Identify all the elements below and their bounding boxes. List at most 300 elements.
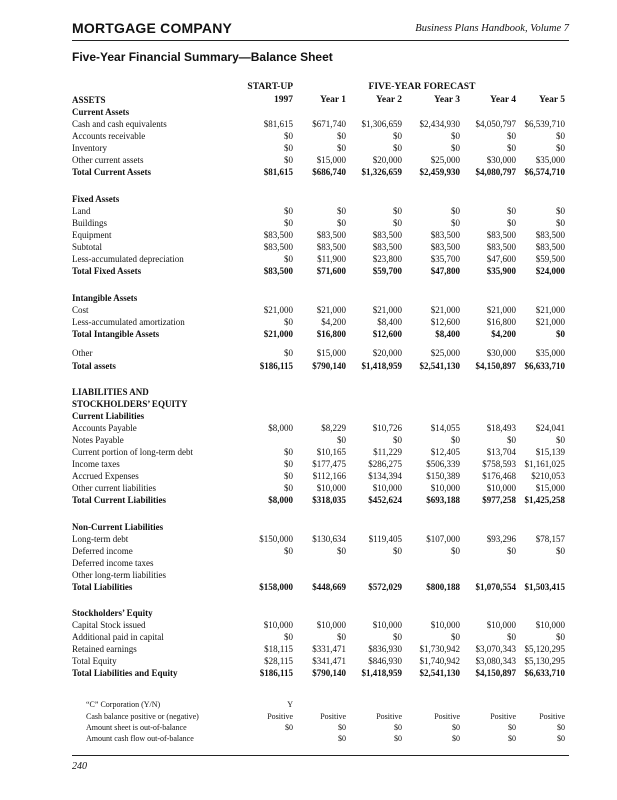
cell-value: $0	[507, 218, 516, 228]
cell-value: $83,500	[263, 230, 293, 240]
row-label: Non-Current Liabilities	[72, 522, 164, 532]
check-label: Cash balance positive or (negative)	[86, 712, 199, 721]
cell-value: $0	[556, 546, 565, 556]
cell-value: $16,800	[486, 317, 516, 327]
cell-value: $20,000	[372, 348, 402, 358]
cell-value: $4,200	[491, 329, 516, 339]
cell-value: $28,115	[264, 656, 293, 666]
cell-value: $12,405	[430, 447, 460, 457]
page-header	[72, 18, 569, 41]
cell-value: $15,000	[316, 155, 346, 165]
table-row	[72, 459, 569, 470]
cell-value: $0	[284, 483, 293, 493]
column-header: Year 2	[376, 95, 402, 105]
check-value: $0	[285, 723, 293, 732]
column-header: Year 4	[490, 95, 516, 105]
row-label: Total Current Liabilities	[72, 495, 167, 505]
row-label: Other current assets	[72, 155, 144, 165]
cell-value: $448,669	[312, 582, 346, 592]
column-header: Year 5	[539, 95, 565, 105]
cell-value: $8,400	[377, 317, 402, 327]
table-row	[72, 608, 569, 619]
cell-value: $21,000	[263, 305, 293, 315]
row-label: Accounts receivable	[72, 131, 146, 141]
cell-value: $10,000	[535, 620, 565, 630]
table-row	[72, 266, 569, 277]
cell-value: $18,115	[264, 644, 293, 654]
cell-value: $1,070,554	[475, 582, 516, 592]
cell-value: $0	[284, 131, 293, 141]
cell-value: $1,161,025	[524, 459, 565, 469]
cell-value: $693,188	[426, 495, 460, 505]
cell-value: $0	[337, 546, 346, 556]
cell-value: $25,000	[430, 348, 460, 358]
cell-value: $1,306,659	[361, 119, 402, 129]
table-row	[72, 361, 569, 372]
cell-value: $0	[337, 131, 346, 141]
row-label: Total Fixed Assets	[72, 266, 142, 276]
cell-value: $0	[556, 218, 565, 228]
row-label: Accounts Payable	[72, 423, 137, 433]
row-label: Less-accumulated depreciation	[72, 254, 184, 264]
cell-value: $1,326,659	[361, 167, 402, 177]
cell-value: $10,000	[486, 620, 516, 630]
row-label: Subtotal	[72, 242, 103, 252]
cell-value: $10,000	[372, 620, 402, 630]
cell-value: $0	[284, 218, 293, 228]
check-label: “C” Corporation (Y/N)	[86, 700, 161, 709]
cell-value: $35,000	[535, 348, 565, 358]
table-row	[72, 242, 569, 253]
cell-value: $13,704	[486, 447, 516, 457]
cell-value: $176,468	[482, 471, 516, 481]
row-label: Land	[72, 206, 91, 216]
check-label: Amount sheet is out-of-balance	[86, 723, 187, 732]
cell-value: $21,000	[263, 329, 293, 339]
cell-value: $341,471	[312, 656, 346, 666]
row-label: Capital Stock issued	[72, 620, 146, 630]
cell-value: $83,500	[535, 242, 565, 252]
cell-value: $10,165	[316, 447, 346, 457]
cell-value: $83,500	[372, 242, 402, 252]
table-row	[72, 143, 569, 154]
cell-value: $83,500	[372, 230, 402, 240]
cell-value: $83,500	[430, 242, 460, 252]
cell-value: $35,900	[486, 266, 516, 276]
table-row	[72, 522, 569, 533]
cell-value: $24,000	[535, 266, 565, 276]
cell-value: $686,740	[312, 167, 346, 177]
cell-value: $572,029	[368, 582, 402, 592]
table-row	[72, 230, 569, 241]
cell-value: $0	[556, 206, 565, 216]
table-row	[72, 435, 569, 446]
cell-value: $0	[556, 143, 565, 153]
table-row	[72, 411, 569, 422]
table-row	[72, 254, 569, 265]
cell-value: $452,624	[368, 495, 402, 505]
cell-value: $112,166	[312, 471, 346, 481]
table-row	[72, 305, 569, 316]
cell-value: $0	[556, 329, 565, 339]
check-value: $0	[452, 723, 460, 732]
check-value: $0	[394, 734, 402, 743]
cell-value: $24,041	[535, 423, 565, 433]
cell-value: $0	[284, 471, 293, 481]
table-row	[72, 495, 569, 506]
table-row	[72, 119, 569, 130]
cell-value: $14,055	[430, 423, 460, 433]
table-row	[72, 167, 569, 178]
row-label: ASSETS	[72, 95, 106, 105]
cell-value: $5,120,295	[524, 644, 565, 654]
cell-value: $21,000	[486, 305, 516, 315]
cell-value: $10,726	[372, 423, 402, 433]
cell-value: $0	[451, 131, 460, 141]
table-row	[72, 644, 569, 655]
table-row	[72, 558, 569, 569]
cell-value: $331,471	[312, 644, 346, 654]
cell-value: $8,000	[268, 423, 293, 433]
table-row	[72, 570, 569, 581]
cell-value: $0	[284, 447, 293, 457]
row-label: Current portion of long-term debt	[72, 447, 193, 457]
table-row	[72, 656, 569, 667]
check-row	[72, 700, 569, 710]
row-label: Current Liabilities	[72, 411, 145, 421]
cell-value: $15,000	[316, 348, 346, 358]
cell-value: $0	[393, 218, 402, 228]
cell-value: $83,500	[486, 230, 516, 240]
cell-value: $0	[337, 632, 346, 642]
table-row	[72, 131, 569, 142]
cell-value: $83,500	[316, 230, 346, 240]
row-label: Less-accumulated amortization	[72, 317, 185, 327]
cell-value: $12,600	[372, 329, 402, 339]
cell-value: $1,740,942	[419, 656, 460, 666]
cell-value: $2,541,130	[419, 361, 460, 371]
cell-value: $59,700	[372, 266, 402, 276]
page-subtitle: Five-Year Financial Summary—Balance Sheet	[72, 50, 333, 64]
cell-value: $0	[393, 632, 402, 642]
cell-value: $134,394	[368, 471, 402, 481]
check-value: $0	[508, 734, 516, 743]
check-value: Positive	[376, 712, 402, 721]
cell-value: $4,150,897	[475, 361, 516, 371]
cell-value: $0	[393, 131, 402, 141]
cell-value: $3,080,343	[475, 656, 516, 666]
cell-value: $10,000	[316, 620, 346, 630]
cell-value: $506,339	[426, 459, 460, 469]
cell-value: $10,000	[430, 620, 460, 630]
cell-value: $0	[451, 632, 460, 642]
book-title: Business Plans Handbook, Volume 7	[415, 23, 569, 34]
row-label: Current Assets	[72, 107, 130, 117]
startup-heading: START-UP	[247, 82, 293, 92]
cell-value: $0	[284, 459, 293, 469]
cell-value: $8,400	[435, 329, 460, 339]
cell-value: $83,500	[316, 242, 346, 252]
check-row	[72, 723, 569, 733]
row-label: Stockholders’ Equity	[72, 608, 153, 618]
column-header: Year 1	[320, 95, 346, 105]
cell-value: $12,600	[430, 317, 460, 327]
cell-value: $47,600	[486, 254, 516, 264]
cell-value: $107,000	[426, 534, 460, 544]
cell-value: $186,115	[259, 361, 293, 371]
cell-value: $21,000	[430, 305, 460, 315]
cell-value: $130,634	[312, 534, 346, 544]
table-row	[72, 317, 569, 328]
cell-value: $83,500	[263, 242, 293, 252]
cell-value: $0	[393, 143, 402, 153]
cell-value: $10,000	[486, 483, 516, 493]
table-row	[72, 471, 569, 482]
cell-value: $4,050,797	[475, 119, 516, 129]
row-label: Total Liabilities	[72, 582, 133, 592]
cell-value: $0	[507, 546, 516, 556]
cell-value: $0	[507, 131, 516, 141]
column-header: 1997	[274, 95, 293, 105]
cell-value: $0	[507, 206, 516, 216]
table-row	[72, 582, 569, 593]
cell-value: $83,500	[430, 230, 460, 240]
cell-value: $83,500	[535, 230, 565, 240]
cell-value: $0	[556, 632, 565, 642]
cell-value: $0	[451, 206, 460, 216]
cell-value: $93,296	[486, 534, 516, 544]
cell-value: $35,000	[535, 155, 565, 165]
cell-value: $0	[284, 206, 293, 216]
footer-rule	[72, 755, 569, 756]
cell-value: $35,700	[430, 254, 460, 264]
check-value: $0	[508, 723, 516, 732]
cell-value: $790,140	[312, 361, 346, 371]
table-row	[72, 483, 569, 494]
cell-value: $6,574,710	[524, 167, 565, 177]
row-label: Long-term debt	[72, 534, 129, 544]
cell-value: $3,070,343	[475, 644, 516, 654]
table-row	[72, 387, 569, 398]
cell-value: $758,593	[482, 459, 516, 469]
row-label: Buildings	[72, 218, 108, 228]
check-value: $0	[557, 734, 565, 743]
cell-value: $0	[284, 317, 293, 327]
row-label: Cost	[72, 305, 89, 315]
cell-value: $0	[393, 206, 402, 216]
cell-value: $4,150,897	[475, 668, 516, 678]
cell-value: $0	[451, 218, 460, 228]
row-label: STOCKHOLDERS’ EQUITY	[72, 399, 188, 409]
cell-value: $800,188	[426, 582, 460, 592]
cell-value: $150,000	[259, 534, 293, 544]
check-value: $0	[452, 734, 460, 743]
row-label: Other current liabilities	[72, 483, 156, 493]
cell-value: $0	[337, 218, 346, 228]
check-row	[72, 712, 569, 722]
table-row	[72, 348, 569, 359]
cell-value: $0	[337, 435, 346, 445]
cell-value: $18,493	[486, 423, 516, 433]
page-number: 240	[72, 761, 87, 772]
cell-value: $21,000	[316, 305, 346, 315]
row-label: Total Liabilities and Equity	[72, 668, 178, 678]
check-value: Positive	[539, 712, 565, 721]
cell-value: $6,633,710	[524, 668, 565, 678]
cell-value: $21,000	[372, 305, 402, 315]
cell-value: $2,459,930	[419, 167, 460, 177]
table-row	[72, 632, 569, 643]
cell-value: $0	[556, 435, 565, 445]
check-row	[72, 734, 569, 744]
cell-value: $1,418,959	[361, 668, 402, 678]
cell-value: $0	[284, 348, 293, 358]
cell-value: $210,053	[531, 471, 565, 481]
row-label: Other long-term liabilities	[72, 570, 166, 580]
row-label: Equipment	[72, 230, 112, 240]
cell-value: $0	[451, 435, 460, 445]
check-label: Amount cash flow out-of-balance	[86, 734, 194, 743]
cell-value: $2,541,130	[419, 668, 460, 678]
cell-value: $11,229	[373, 447, 402, 457]
table-row	[72, 218, 569, 229]
cell-value: $15,139	[535, 447, 565, 457]
cell-value: $671,740	[312, 119, 346, 129]
row-label: Deferred income	[72, 546, 133, 556]
cell-value: $0	[507, 632, 516, 642]
table-row	[72, 534, 569, 545]
cell-value: $0	[507, 143, 516, 153]
row-label: Additional paid in capital	[72, 632, 164, 642]
row-label: Deferred income taxes	[72, 558, 154, 568]
cell-value: $6,539,710	[524, 119, 565, 129]
cell-value: $23,800	[372, 254, 402, 264]
cell-value: $0	[337, 143, 346, 153]
cell-value: $836,930	[368, 644, 402, 654]
cell-value: $318,035	[312, 495, 346, 505]
cell-value: $158,000	[259, 582, 293, 592]
check-value: $0	[394, 723, 402, 732]
cell-value: $59,500	[535, 254, 565, 264]
cell-value: $186,115	[259, 668, 293, 678]
cell-value: $71,600	[316, 266, 346, 276]
cell-value: $2,434,930	[419, 119, 460, 129]
table-row	[72, 399, 569, 410]
cell-value: $21,000	[535, 317, 565, 327]
row-label: Total Intangible Assets	[72, 329, 160, 339]
table-row	[72, 155, 569, 166]
table-row	[72, 293, 569, 304]
cell-value: $0	[556, 131, 565, 141]
cell-value: $790,140	[312, 668, 346, 678]
row-label: Cash and cash equivalents	[72, 119, 167, 129]
company-name: MORTGAGE COMPANY	[72, 20, 233, 36]
check-value: Y	[287, 700, 293, 709]
cell-value: $150,389	[426, 471, 460, 481]
table-row	[72, 668, 569, 679]
cell-value: $0	[507, 435, 516, 445]
table-row	[72, 447, 569, 458]
cell-value: $846,930	[368, 656, 402, 666]
forecast-heading: FIVE-YEAR FORECAST	[368, 82, 476, 92]
cell-value: $177,475	[312, 459, 346, 469]
row-label: LIABILITIES AND	[72, 387, 149, 397]
cell-value: $20,000	[372, 155, 402, 165]
table-row	[72, 95, 569, 106]
cell-value: $4,080,797	[475, 167, 516, 177]
cell-value: $78,157	[535, 534, 565, 544]
row-label: Total Equity	[72, 656, 117, 666]
cell-value: $30,000	[486, 348, 516, 358]
cell-value: $119,405	[368, 534, 402, 544]
cell-value: $16,800	[316, 329, 346, 339]
cell-value: $5,130,295	[524, 656, 565, 666]
cell-value: $1,730,942	[419, 644, 460, 654]
cell-value: $0	[284, 254, 293, 264]
table-row	[72, 423, 569, 434]
cell-value: $1,418,959	[361, 361, 402, 371]
table-row	[72, 206, 569, 217]
column-header: Year 3	[434, 95, 460, 105]
table-row	[72, 194, 569, 205]
table-row	[72, 107, 569, 118]
cell-value: $81,615	[263, 167, 293, 177]
cell-value: $83,500	[486, 242, 516, 252]
cell-value: $4,200	[321, 317, 346, 327]
cell-value: $10,000	[263, 620, 293, 630]
cell-value: $286,275	[368, 459, 402, 469]
row-label: Intangible Assets	[72, 293, 138, 303]
check-value: Positive	[320, 712, 346, 721]
cell-value: $0	[284, 155, 293, 165]
cell-value: $1,425,258	[524, 495, 565, 505]
row-label: Income taxes	[72, 459, 120, 469]
check-value: $0	[338, 723, 346, 732]
check-value: $0	[338, 734, 346, 743]
row-label: Total Current Assets	[72, 167, 152, 177]
cell-value: $10,000	[372, 483, 402, 493]
table-row	[72, 546, 569, 557]
row-label: Inventory	[72, 143, 107, 153]
cell-value: $8,229	[321, 423, 346, 433]
cell-value: $30,000	[486, 155, 516, 165]
cell-value: $977,258	[482, 495, 516, 505]
row-label: Accrued Expenses	[72, 471, 139, 481]
cell-value: $0	[451, 143, 460, 153]
cell-value: $0	[393, 546, 402, 556]
cell-value: $10,000	[430, 483, 460, 493]
table-row	[72, 329, 569, 340]
check-value: Positive	[267, 712, 293, 721]
check-value: $0	[557, 723, 565, 732]
cell-value: $11,900	[317, 254, 346, 264]
cell-value: $47,800	[430, 266, 460, 276]
cell-value: $25,000	[430, 155, 460, 165]
cell-value: $8,000	[268, 495, 293, 505]
row-label: Fixed Assets	[72, 194, 120, 204]
check-value: Positive	[434, 712, 460, 721]
cell-value: $0	[451, 546, 460, 556]
cell-value: $21,000	[535, 305, 565, 315]
cell-value: $6,633,710	[524, 361, 565, 371]
row-label: Notes Payable	[72, 435, 124, 445]
row-label: Total assets	[72, 361, 116, 371]
cell-value: $0	[337, 206, 346, 216]
cell-value: $1,503,415	[524, 582, 565, 592]
cell-value: $0	[284, 143, 293, 153]
cell-value: $81,615	[263, 119, 293, 129]
cell-value: $0	[284, 546, 293, 556]
